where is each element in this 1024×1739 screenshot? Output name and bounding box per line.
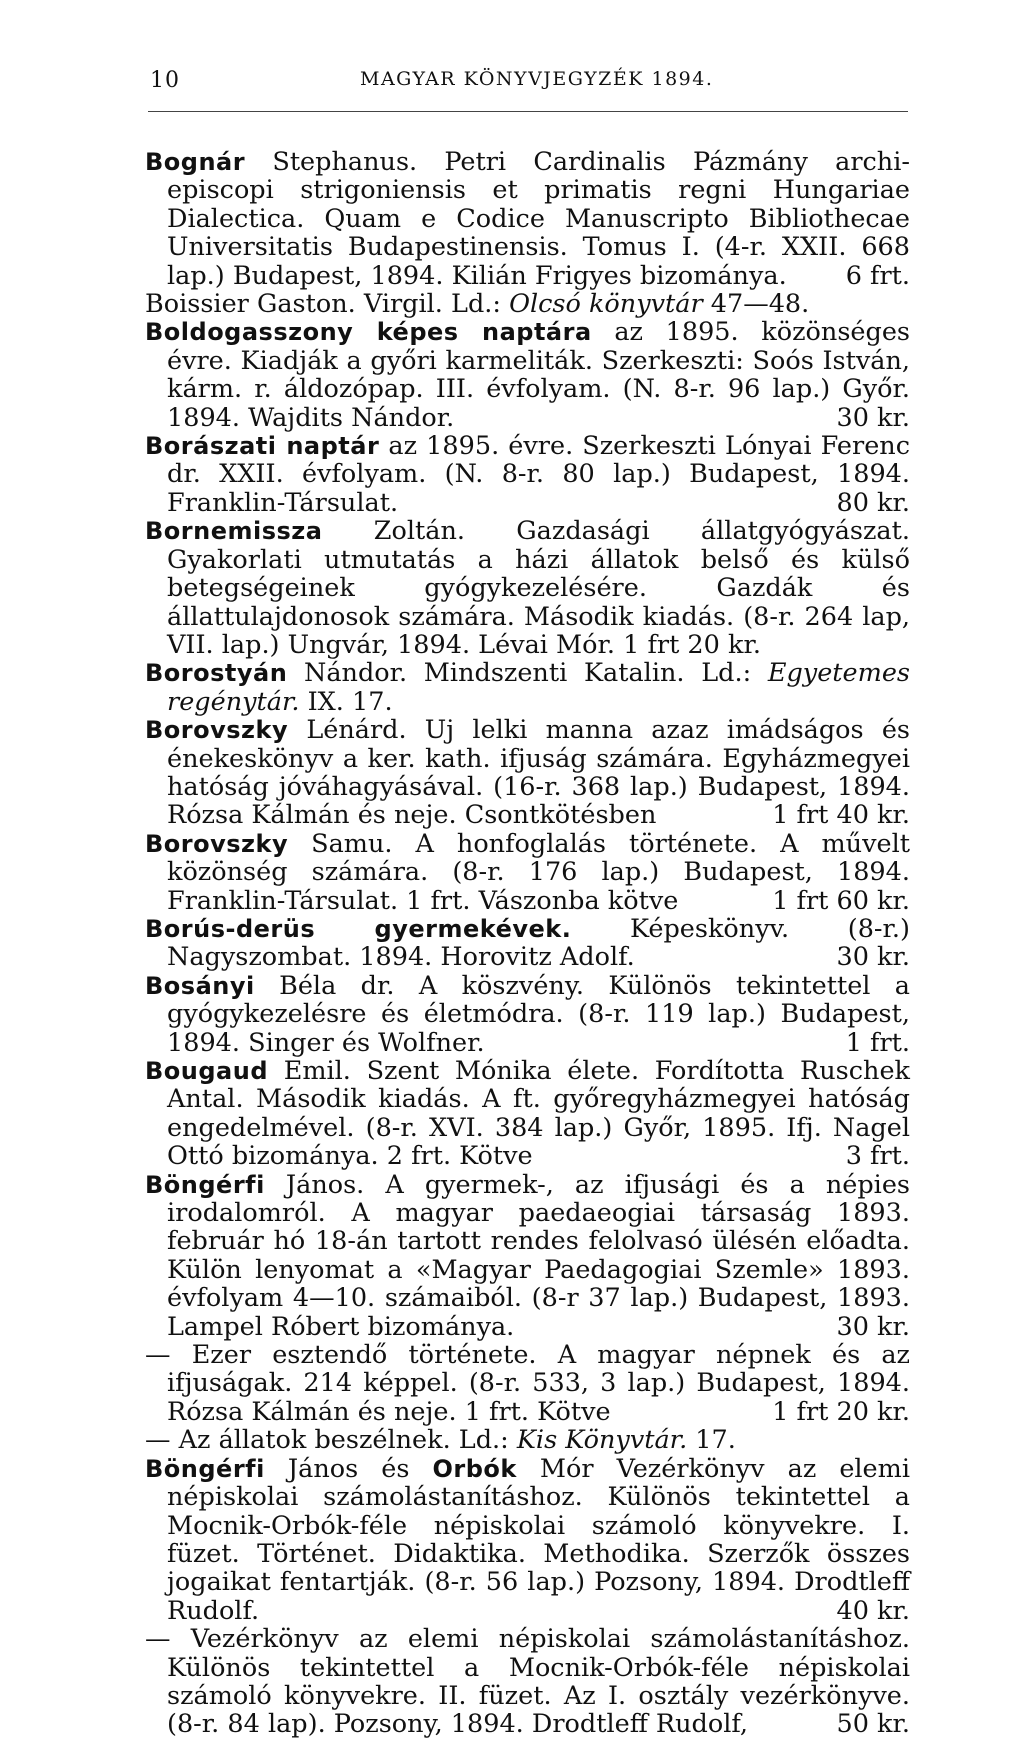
catalog-entry	[145, 318, 910, 432]
entry-list	[145, 148, 910, 1739]
entry-author-heading: Borús-derüs gyermekévek.	[145, 914, 572, 943]
catalog-entry	[145, 1057, 910, 1171]
entry-text: Ezer esztendő története. A magyar népnek és az ifjuságak. 214 képpel. (8-r. 533, 3 lap.) Budapest, 1894. Rózsa Kálmán és neje. 1 frt. Kötve	[167, 1340, 910, 1427]
catalog-entry	[145, 1171, 910, 1341]
catalog-entry	[145, 1426, 910, 1454]
entry-price: 1 frt 40 kr.	[772, 800, 910, 831]
entry-text: Képeskönyv. (8-r.) Nagyszombat. 1894. Horovitz Adolf.	[167, 913, 910, 973]
entry-author-heading: Boldogasszony képes naptára	[145, 318, 592, 347]
entry-text: Samu. A honfoglalás története. A művelt közönség számára. (8-r. 176 lap.) Budapest, 1894. Franklin-Társulat. 1 frt. Vászonba kötve	[167, 828, 910, 916]
entry-price: 40 kr.	[836, 1595, 910, 1626]
entry-author-heading: Böngérfi	[145, 1454, 265, 1483]
catalog-entry	[145, 517, 910, 659]
entry-text: Mór Vezérkönyv az elemi népiskolai számolástanításhoz. Különös tekintettel a Mocnik-Orbók-féle népiskolai számoló könyvekre. I. füzet. Történet. Didaktika. Methodika. Szerzők összes jogaikat fentartják. (8-r. 56 lap.) Pozsony, 1894. Drodtleff Rudolf.	[167, 1453, 910, 1626]
entry-author-heading: Bougaud	[145, 1057, 269, 1085]
entry-dash: —	[145, 1624, 171, 1655]
entry-author-heading: Borovszky	[145, 716, 289, 745]
entry-text: Stephanus. Petri Cardinalis Pázmány archi-episcopi strigoniensis et primatis regni Hungariae Dialectica. Quam e Codice Manuscripto Bibliothecae Universitatis Budapestinensis. Tomus I. (4-r. XXII. 668 lap.) Budapest, 1894. Kilián Frigyes bizománya.	[167, 147, 910, 291]
entry-text: Zoltán. Gazdasági állatgyógyászat. Gyakorlati utmutatás a házi állatok belső és külső betegségeinek gyógykezelésére. Gazdák és állattulajdonosok számára. Második kiadás. (8-r. 264 lap, VII. lap.) Ungvár, 1894. Lévai Mór. 1 frt 20 kr.	[167, 516, 910, 660]
entry-text: Emil. Szent Mónika élete. Fordította Ruschek Antal. Második kiadás. A ft. győregyházmegyei hatóság engedelmével. (8-r. XVI. 384 lap.) Győr, 1895. Ifj. Nagel Ottó bizománya. 2 frt. Kötve	[167, 1056, 910, 1172]
catalog-entry	[145, 972, 910, 1057]
page-header	[150, 68, 910, 100]
entry-author-heading: Borostyán	[145, 659, 288, 688]
entry-text: Lénárd. Uj lelki manna azaz imádságos és énekeskönyv a ker. kath. ifjuság számára. Egyházmegyei hatóság jóváhagyásával. (16-r. 368 lap.) Budapest, 1894. Rózsa Kálmán és neje. Csontkötésben	[167, 715, 910, 831]
entry-text: János. A gyermek-, az ifjusági és a népies irodalomról. A magyar paedaeogiai társaság 1893. február hó 18-án tartott rendes felolvasó ülésén előadta. Külön lenyomat a «Magyar Paedagogiai Szemle» 1893. évfolyam 4—10. számaiból. (8-r 37 lap.) Budapest, 1893. Lampel Róbert bizománya.	[167, 1169, 910, 1342]
catalog-entry	[145, 1455, 910, 1625]
entry-author-heading: Bosányi	[145, 971, 255, 1000]
header-rule	[148, 111, 908, 112]
entry-text: az 1895. évre. Szerkeszti Lónyai Ferenc dr. XXII. évfolyam. (N. 8-r. 80 lap.) Budapest, 1894. Franklin-Társulat.	[167, 431, 911, 518]
entry-price: 30 kr.	[836, 1311, 910, 1342]
entry-price: 30 kr.	[836, 402, 910, 433]
catalog-entry	[145, 716, 910, 830]
series-volume: 17.	[695, 1425, 736, 1456]
entry-text: Nándor. Mindszenti Katalin. Ld.:	[304, 658, 752, 689]
entry-text: Béla dr. A köszvény. Különös tekintettel a gyógykezelésre és életmódra. (8-r. 119 lap.) Budapest, 1894. Singer és Wolfner.	[167, 970, 911, 1058]
catalog-entry	[145, 1341, 910, 1426]
series-title: Egyetemes regénytár.	[167, 658, 910, 717]
entry-price: 1 frt 20 kr.	[772, 1396, 910, 1427]
entry-text: az 1895. közönséges évre. Kiadják a győri karmeliták. Szerkeszti: Soós István, kárm. r. áldozópap. III. évfolyam. (N. 8-r. 96 lap.) Győr. 1894. Wajdits Nándor.	[167, 317, 911, 433]
entry-text: János és	[287, 1453, 410, 1484]
catalog-entry	[145, 290, 910, 318]
entry-price: 80 kr.	[836, 487, 910, 518]
series-volume: IX. 17.	[307, 686, 393, 717]
entry-text: Boissier Gaston. Virgil. Ld.:	[145, 289, 501, 320]
entry-text: Az állatok beszélnek. Ld.:	[178, 1425, 509, 1456]
entry-author-heading: Borovszky	[145, 829, 289, 858]
entry-author-heading: Bornemissza	[145, 517, 323, 546]
page-number: 10	[150, 68, 180, 93]
catalog-entry	[145, 148, 910, 290]
entry-dash: —	[145, 1425, 171, 1456]
entry-coauthor-heading: Orbók	[432, 1454, 517, 1483]
entry-price: 1 frt.	[845, 1027, 910, 1058]
series-title: Olcsó könyvtár	[509, 289, 703, 320]
entry-price: 3 frt.	[845, 1141, 910, 1172]
entry-price: 6 frt.	[845, 260, 910, 291]
entry-price: 30 kr.	[836, 942, 910, 973]
catalog-entry	[145, 659, 910, 716]
entry-price: 1 frt 60 kr.	[772, 885, 910, 916]
running-title: MAGYAR KÖNYVJEGYZÉK 1894.	[360, 68, 714, 90]
entry-author-heading: Borászati naptár	[145, 432, 380, 461]
entry-price: 50 kr.	[836, 1709, 910, 1739]
entry-dash: —	[145, 1340, 171, 1371]
catalog-entry	[145, 830, 910, 915]
catalog-entry	[145, 432, 910, 517]
entry-author-heading: Bognár	[145, 148, 246, 176]
entry-text: Vezérkönyv az elemi népiskolai számolástanításhoz. Különös tekintettel a Mocnik-Orbók-féle népiskolai számoló könyvekre. II. füzet. Az I. osztály vezérkönyve. (8-r. 84 lap). Pozsony, 1894. Drodtleff Rudolf,	[167, 1624, 910, 1739]
catalog-entry	[145, 915, 910, 972]
entry-author-heading: Böngérfi	[145, 1170, 265, 1199]
catalog-entry	[145, 1625, 910, 1739]
series-volume: 47—48.	[710, 289, 810, 320]
series-title: Kis Könyvtár.	[516, 1425, 688, 1456]
